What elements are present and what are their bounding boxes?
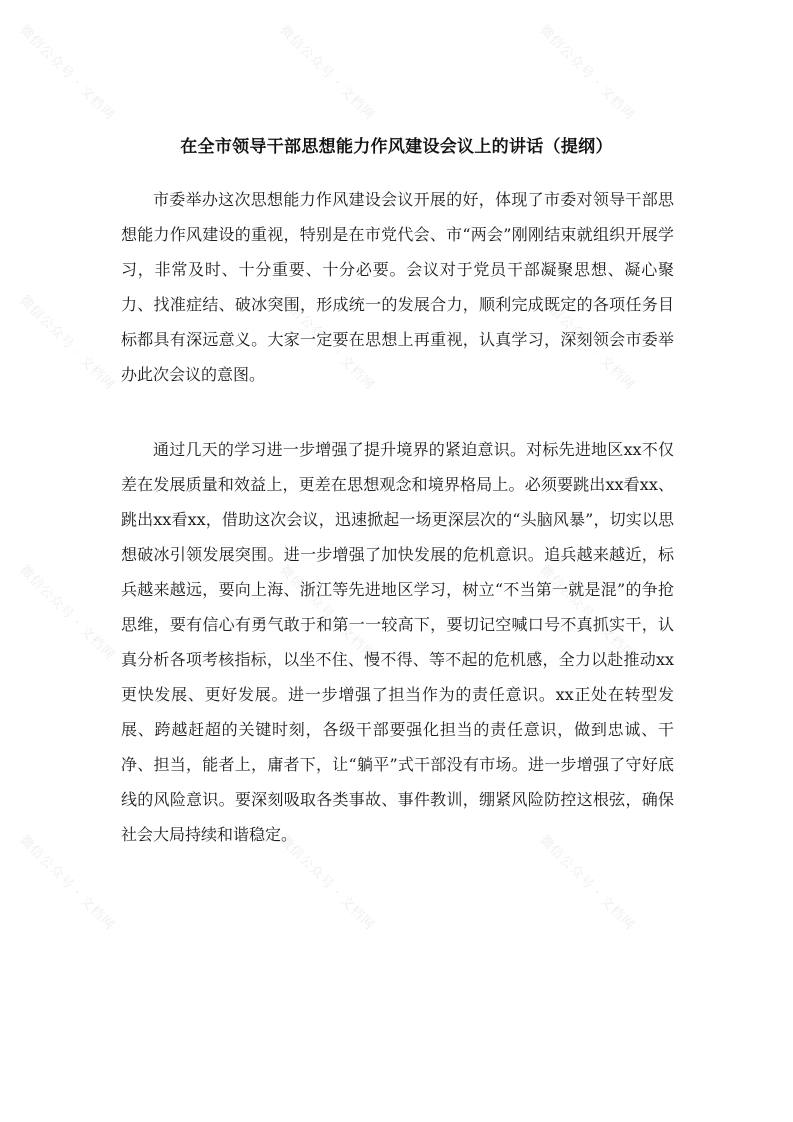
document-title: 在全市领导干部思想能力作风建设会议上的讲话（提纲） [180,137,613,157]
watermark-text: 微信公众号 · 文档网 [276,22,378,124]
watermark-text: 微信公众号 · 文档网 [16,832,118,934]
watermark-text: 微信公众号 · 文档网 [536,832,638,934]
watermark-text: 微信公众号 · 文档网 [16,562,118,664]
body-paragraph: 市委举办这次思想能力作风建设会议开展的好，体现了市委对领导干部思想能力作风建设的重视，特别是在市党代会、市“两会”刚刚结束就组织开展学习，非常及时、十分重要、十分必要。会议对于党员干部凝聚思想、凝心聚力、找准症结、破冰突围，形成统一的发展合力，顺利完成既定的各项任务目标都具有深远意义。大家一定要在思想上再重视，认真学习，深刻领会市委举办此次会议的意图。 [121,190,674,384]
watermark-text: 微信公众号 · 文档网 [536,562,638,664]
watermark-text: 微信公众号 · 文档网 [276,832,378,934]
watermark-text: 微信公众号 · 文档网 [16,292,118,394]
watermark-text: 微信公众号 · 文档网 [536,22,638,124]
watermark-text: 微信公众号 · 文档网 [276,292,378,394]
body-paragraph: 通过几天的学习进一步增强了提升境界的紧迫意识。对标先进地区xx不仅差在发展质量和效益上，更差在思想观念和境界格局上。必须要跳出xx看xx、跳出xx看xx，借助这次会议，迅速掀起一场更深层次的“头脑风暴”，切实以思想破冰引领发展突围。进一步增强了加快发展的危机意识。追兵越来越近，标兵越来越远，要向上海、浙江等先进地区学习，树立“不当第一就是混”的争抢思维，要有信心有勇气敢于和第一一较高下，要切记空喊口号不真抓实干，认真分析各项考核指标，以坐不住、慢不得、等不起的危机感，全力以赴推动xx更快发展、更好发展。进一步增强了担当作为的责任意识。xx正处在转型发展、跨越赶超的关键时刻，各级干部要强化担当的责任意识，做到忠诚、干净、担当，能者上，庸者下，让“躺平”式干部没有市场。进一步增强了守好底线的风险意识。要深刻吸取各类事故、事件教训，绷紧风险防控这根弦，确保社会大局持续和谐稳定。 [121,440,674,844]
watermark-text: 微信公众号 · 文档网 [16,22,118,124]
watermark-text: 微信公众号 · 文档网 [276,562,378,664]
watermark-text: 微信公众号 · 文档网 [536,292,638,394]
